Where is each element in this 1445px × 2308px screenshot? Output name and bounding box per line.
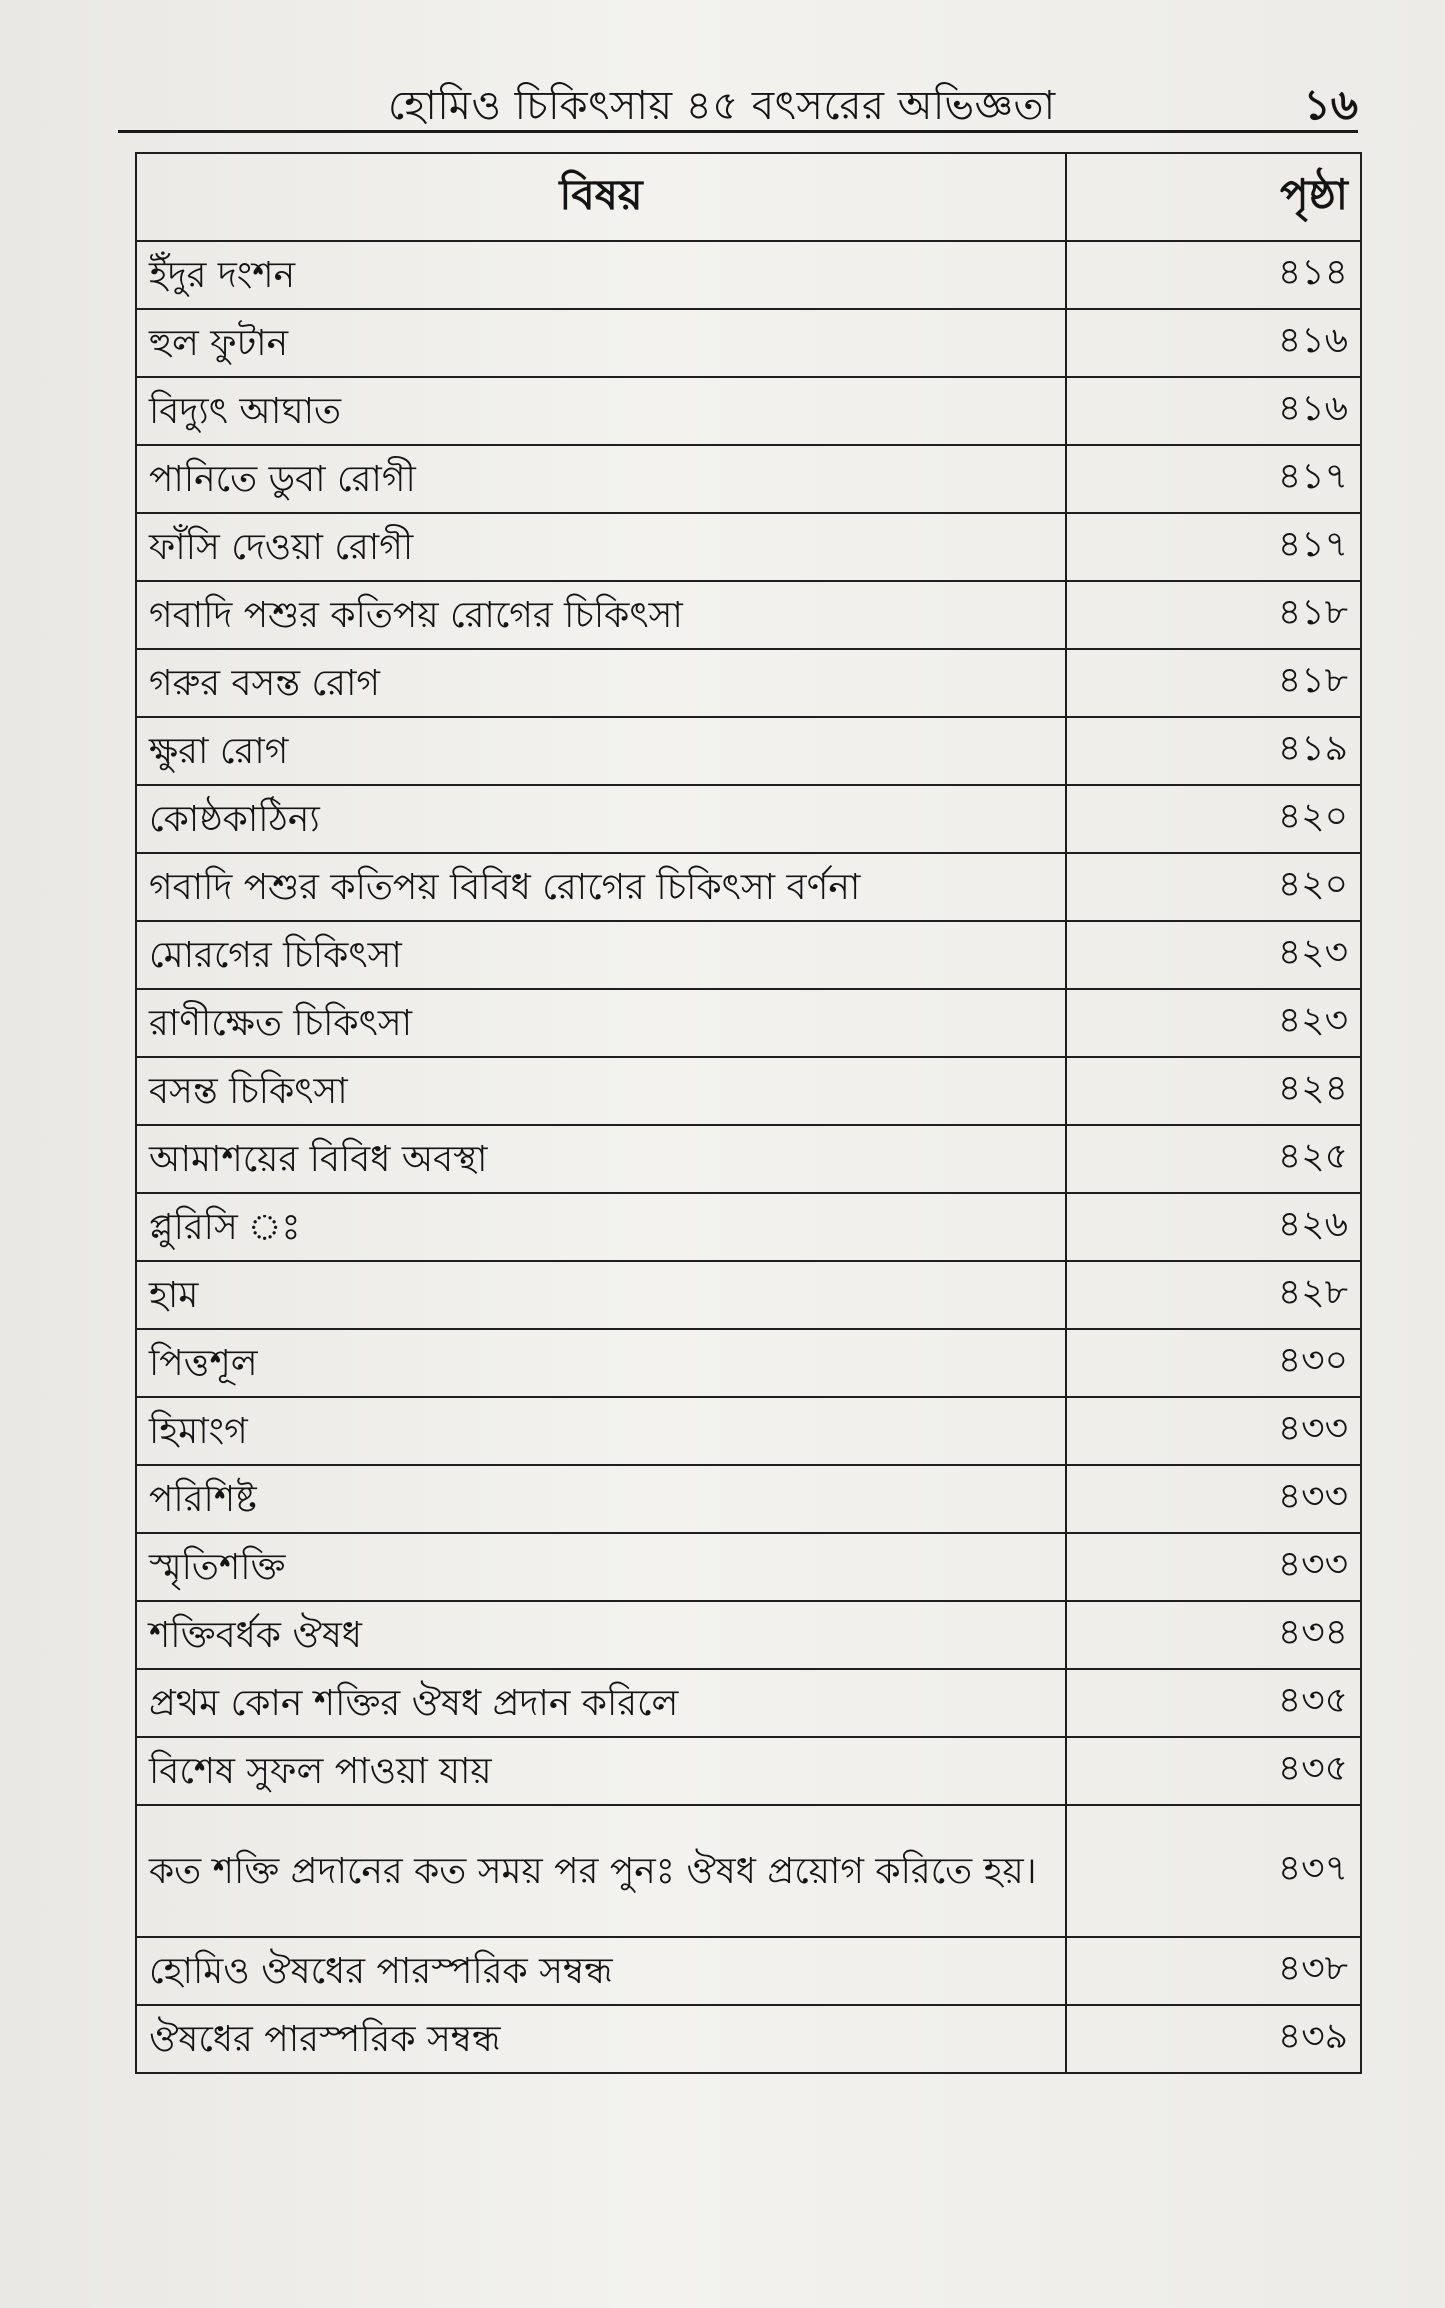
page-cell: ৪৩৭ [1066,1805,1361,1937]
table-row [136,989,1361,1057]
table-row [136,1125,1361,1193]
page-cell: ৪১৭ [1066,445,1361,513]
page-cell: ৪২৪ [1066,1057,1361,1125]
topic-cell: গবাদি পশুর কতিপয় রোগের চিকিৎসা [136,581,1066,649]
table-row [136,1397,1361,1465]
page-cell: ৪১৭ [1066,513,1361,581]
topic-cell: হাম [136,1261,1066,1329]
table-row [136,1601,1361,1669]
table-row [136,649,1361,717]
page-cell: ৪১৬ [1066,309,1361,377]
topic-cell: কত শক্তি প্রদানের কত সময় পর পুনঃ ঔষধ প্রয়োগ করিতে হয়। [136,1805,1066,1937]
page-cell: ৪২০ [1066,853,1361,921]
topic-cell: হোমিও ঔষধের পারস্পরিক সম্বন্ধ [136,1937,1066,2005]
topic-cell: পরিশিষ্ট [136,1465,1066,1533]
page-cell: ৪২০ [1066,785,1361,853]
topic-cell: ইঁদুর দংশন [136,241,1066,309]
topic-cell: বিশেষ সুফল পাওয়া যায় [136,1737,1066,1805]
table-row [136,2005,1361,2073]
topic-cell: প্লুরিসি ঃ [136,1193,1066,1261]
table-row [136,1329,1361,1397]
page-cell: ৪৩৮ [1066,1937,1361,2005]
header-divider [118,130,1358,133]
topic-cell: হিমাংগ [136,1397,1066,1465]
table-row [136,1465,1361,1533]
topic-cell: স্মৃতিশক্তি [136,1533,1066,1601]
topic-cell: প্রথম কোন শক্তির ঔষধ প্রদান করিলে [136,1669,1066,1737]
table-row [136,513,1361,581]
page-cell: ৪৩৩ [1066,1533,1361,1601]
topic-cell: আমাশয়ের বিবিধ অবস্থা [136,1125,1066,1193]
topic-cell: গবাদি পশুর কতিপয় বিবিধ রোগের চিকিৎসা বর্ণনা [136,853,1066,921]
topic-cell: গরুর বসন্ত রোগ [136,649,1066,717]
table-row [136,717,1361,785]
topic-cell: ফাঁসি দেওয়া রোগী [136,513,1066,581]
page-cell: ৪১৬ [1066,377,1361,445]
page-cell: ৪২৬ [1066,1193,1361,1261]
column-header-topic: বিষয় [136,153,1066,241]
page-cell: ৪৩৯ [1066,2005,1361,2073]
table-row [136,1737,1361,1805]
topic-cell: ক্ষুরা রোগ [136,717,1066,785]
page-cell: ৪১৮ [1066,581,1361,649]
running-title: হোমিও চিকিৎসায় ৪৫ বৎসরের অভিজ্ঞতা [388,83,1056,129]
table-row [136,1261,1361,1329]
topic-cell: পিত্তশূল [136,1329,1066,1397]
page-cell: ৪২৮ [1066,1261,1361,1329]
page-cell: ৪১৪ [1066,241,1361,309]
page-cell: ৪২৩ [1066,921,1361,989]
column-header-page: পৃষ্ঠা [1066,153,1361,241]
page-cell: ৪৩৩ [1066,1397,1361,1465]
table-row [136,581,1361,649]
table-row [136,1937,1361,2005]
table-header-row [136,153,1361,241]
table-row [136,1057,1361,1125]
page-cell: ৪২৩ [1066,989,1361,1057]
topic-cell: মোরগের চিকিৎসা [136,921,1066,989]
table-row [136,921,1361,989]
table-row [136,377,1361,445]
page-cell: ৪৩৪ [1066,1601,1361,1669]
topic-cell: বিদ্যুৎ আঘাত [136,377,1066,445]
page-header [118,72,1358,132]
table-row [136,445,1361,513]
table-row [136,309,1361,377]
contents-table [135,152,1362,2074]
table-row [136,241,1361,309]
page-cell: ৪১৮ [1066,649,1361,717]
table-row [136,1533,1361,1601]
topic-cell: হুল ফুটান [136,309,1066,377]
page-cell: ৪৩৫ [1066,1669,1361,1737]
topic-cell: কোষ্ঠকাঠিন্য [136,785,1066,853]
table-row [136,853,1361,921]
table-row [136,785,1361,853]
table-row [136,1805,1361,1937]
page-cell: ৪৩৫ [1066,1737,1361,1805]
topic-cell: পানিতে ডুবা রোগী [136,445,1066,513]
page-cell: ৪২৫ [1066,1125,1361,1193]
topic-cell: বসন্ত চিকিৎসা [136,1057,1066,1125]
table-row [136,1669,1361,1737]
table-row [136,1193,1361,1261]
topic-cell: ঔষধের পারস্পরিক সম্বন্ধ [136,2005,1066,2073]
page-cell: ৪৩৩ [1066,1465,1361,1533]
page-cell: ৪১৯ [1066,717,1361,785]
page-number: ১৬ [1303,80,1358,129]
topic-cell: রাণীক্ষেত চিকিৎসা [136,989,1066,1057]
topic-cell: শক্তিবর্ধক ঔষধ [136,1601,1066,1669]
page-cell: ৪৩০ [1066,1329,1361,1397]
